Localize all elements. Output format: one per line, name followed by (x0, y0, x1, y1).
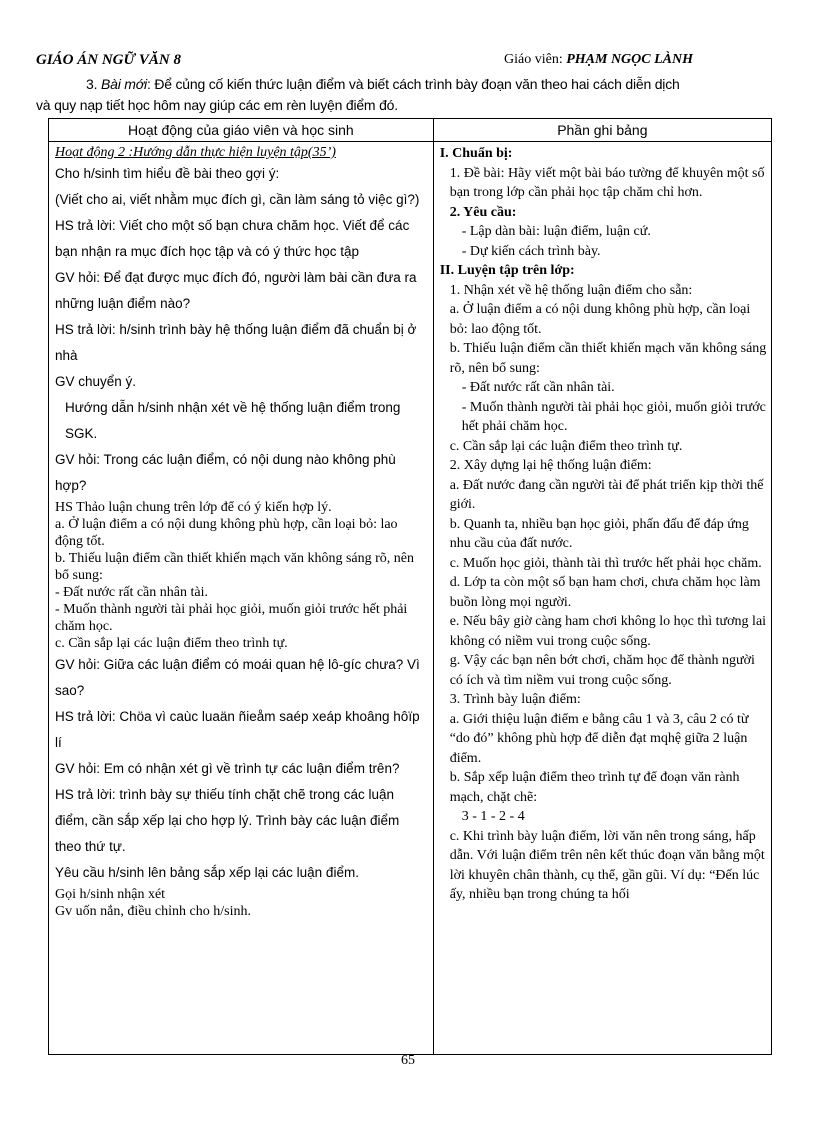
paragraph: a. Ở luận điểm a có nội dung không phù hợp, cần loại bỏ: lao động tốt. (449, 302, 751, 337)
paragraph: Cho h/sinh tìm hiểu đề bài theo gợi ý: (55, 166, 280, 181)
paragraph: 1. Đề bài: Hãy viết một bài báo tường để khuyên một số bạn trong lớp cần phải học tập chăm chỉ hơn. (449, 165, 765, 200)
paragraph: Yêu cầu h/sinh lên bảng sắp xếp lại các luận điểm. (55, 865, 359, 880)
paragraph: 3 - 1 - 2 - 4 (461, 809, 525, 824)
paragraph: e. Nếu bây giờ càng ham chơi không lo học thì tương lai không có niềm vui trong cuộc sống. (449, 614, 767, 649)
intro-paragraph (36, 74, 786, 116)
paragraph: Hướng dẫn h/sinh nhận xét về hệ thống luận điểm trong SGK. (65, 400, 401, 441)
paragraph: - Dự kiến cách trình bày. (461, 243, 601, 259)
paragraph: a. Giới thiệu luận điểm e bằng câu 1 và 3, câu 2 có từ “do đó” không phù hợp để diễn đạt mqhệ giữa 2 luận điểm. (449, 711, 749, 766)
paragraph: a. Ở luận điểm a có nội dung không phù hợp, cần loại bỏ: lao động tốt. (55, 517, 398, 549)
paragraph: I. Chuẩn bị: (439, 146, 513, 161)
paragraph: II. Luyện tập trên lớp: (439, 263, 575, 278)
board-notes-list (440, 144, 767, 1054)
paragraph: (Viết cho ai, viết nhằm mục đích gì, cần làm sáng tỏ việc gì?) (55, 192, 420, 207)
paragraph: - Lập dàn bài: luận điểm, luận cứ. (461, 224, 651, 239)
paragraph: b. Thiếu luận điểm cần thiết khiến mạch văn không sáng rõ, nên bổ sung: (55, 551, 414, 583)
page-number: 65 (401, 1053, 415, 1068)
column-header-activities: Hoạt động của giáo viên và học sinh (49, 119, 434, 142)
paragraph: - Đất nước rất cần nhân tài. (461, 380, 615, 395)
document-title: GIÁO ÁN NGỮ VĂN 8 (36, 52, 181, 68)
paragraph: HS trả lời: h/sinh trình bày hệ thống luận điểm đã chuẩn bị ở nhà (55, 322, 417, 363)
intro-number: 3. (86, 76, 101, 92)
paragraph: - Đất nước rất cần nhân tài. (55, 585, 208, 600)
paragraph: b. Quanh ta, nhiều bạn học giỏi, phấn đấu để đáp ứng nhu cầu của đất nước. (449, 516, 749, 551)
paragraph: c. Muốn học giỏi, thành tài thì trước hết phải học chăm. (449, 555, 762, 571)
teacher-label: Giáo viên: (504, 52, 567, 67)
page-header (36, 52, 776, 72)
paragraph: c. Khi trình bày luận điểm, lời văn nên trong sáng, hấp dẫn. Với luận điểm trên nên kết thúc đoạn văn bằng một lời khuyên chân thành, cụ thể, gần gũi. Ví dụ: “Đến lúc ấy, nhiều bạn trong chúng ta hối (449, 828, 765, 902)
paragraph: b. Sắp xếp luận điểm theo trình tự để đoạn văn rành mạch, chặt chẽ: (449, 770, 740, 805)
paragraph: GV hỏi: Trong các luận điểm, có nội dung nào không phù hợp? (55, 452, 396, 493)
paragraph: GV hỏi: Để đạt được mục đích đó, người làm bài cần đưa ra những luận điểm nào? (55, 270, 417, 311)
paragraph: d. Lớp ta còn một số bạn ham chơi, chưa chăm học làm buồn lòng mọi người. (449, 575, 761, 610)
paragraph: GV hỏi: Em có nhận xét gì về trình tự các luận điểm trên? (55, 761, 400, 776)
column-header-board-notes: Phần ghi bảng (433, 119, 771, 142)
paragraph: Gọi h/sinh nhận xét (55, 887, 166, 902)
board-notes-cell (433, 142, 771, 1055)
paragraph: 1. Nhận xét về hệ thống luận điểm cho sẵn: (449, 282, 693, 298)
teacher-info (504, 52, 693, 68)
lesson-table (48, 118, 772, 1055)
paragraph: 2. Xây dựng lại hệ thống luận điểm: (449, 458, 652, 473)
paragraph: HS trả lời: trình bày sự thiếu tính chặt chẽ trong các luận điểm, cần sắp xếp lại cho hợp lý. Trình bày các luận điểm theo thứ tự. (55, 787, 400, 854)
intro-label: Bài mới (100, 76, 147, 92)
paragraph: Hoạt động 2 :Hướng dẫn thực hiện luyện tập(35’) (55, 145, 336, 160)
paragraph: c. Cần sắp lại các luận điểm theo trình tự. (449, 438, 683, 454)
paragraph: HS trả lời: Viết cho một số bạn chưa chăm học. Viết để các bạn nhận ra mục đích học tập và có ý thức học tập (55, 218, 410, 259)
paragraph: - Muốn thành người tài phải học giỏi, muốn giỏi trước hết phải chăm học. (461, 399, 766, 434)
table-header-row (49, 119, 772, 142)
paragraph: GV chuyển ý. (55, 374, 137, 389)
intro-line-2: và quy nạp tiết học hôm nay giúp các em rèn luyện điểm đó. (36, 97, 398, 113)
table-body-row (49, 142, 772, 1055)
paragraph: Gv uốn nắn, điều chỉnh cho h/sinh. (55, 904, 251, 919)
paragraph: c. Cần sắp lại các luận điểm theo trình tự. (55, 636, 288, 651)
paragraph: HS Thảo luận chung trên lớp để có ý kiến hợp lý. (55, 500, 332, 515)
paragraph: GV hỏi: Giữa các luận điểm có moái quan hệ lô-gíc chưa? Vì sao? (55, 657, 420, 698)
paragraph: 2. Yêu cầu: (449, 204, 517, 220)
paragraph: a. Đất nước đang cần người tài để phát triển kịp thời thế giới. (449, 477, 764, 512)
teacher-name: PHẠM NGỌC LÀNH (566, 52, 694, 67)
activities-list (55, 144, 429, 1054)
paragraph: g. Vậy các bạn nên bớt chơi, chăm học để thành người có ích và tìm niềm vui trong cuộc sống. (449, 653, 755, 688)
paragraph: 3. Trình bày luận điểm: (449, 692, 581, 707)
paragraph: HS trả lời: Chöa vì caùc luaän ñieåm saép xeáp khoâng hôïp lí (55, 709, 420, 750)
paragraph: - Muốn thành người tài phải học giỏi, muốn giỏi trước hết phải chăm học. (55, 602, 408, 634)
intro-line-1: : Để củng cố kiến thức luận điểm và biết cách trình bày đoạn văn theo hai cách diễn dịch (146, 76, 680, 92)
activities-cell (49, 142, 434, 1055)
paragraph: b. Thiếu luận điểm cần thiết khiến mạch văn không sáng rõ, nên bổ sung: (449, 341, 767, 376)
